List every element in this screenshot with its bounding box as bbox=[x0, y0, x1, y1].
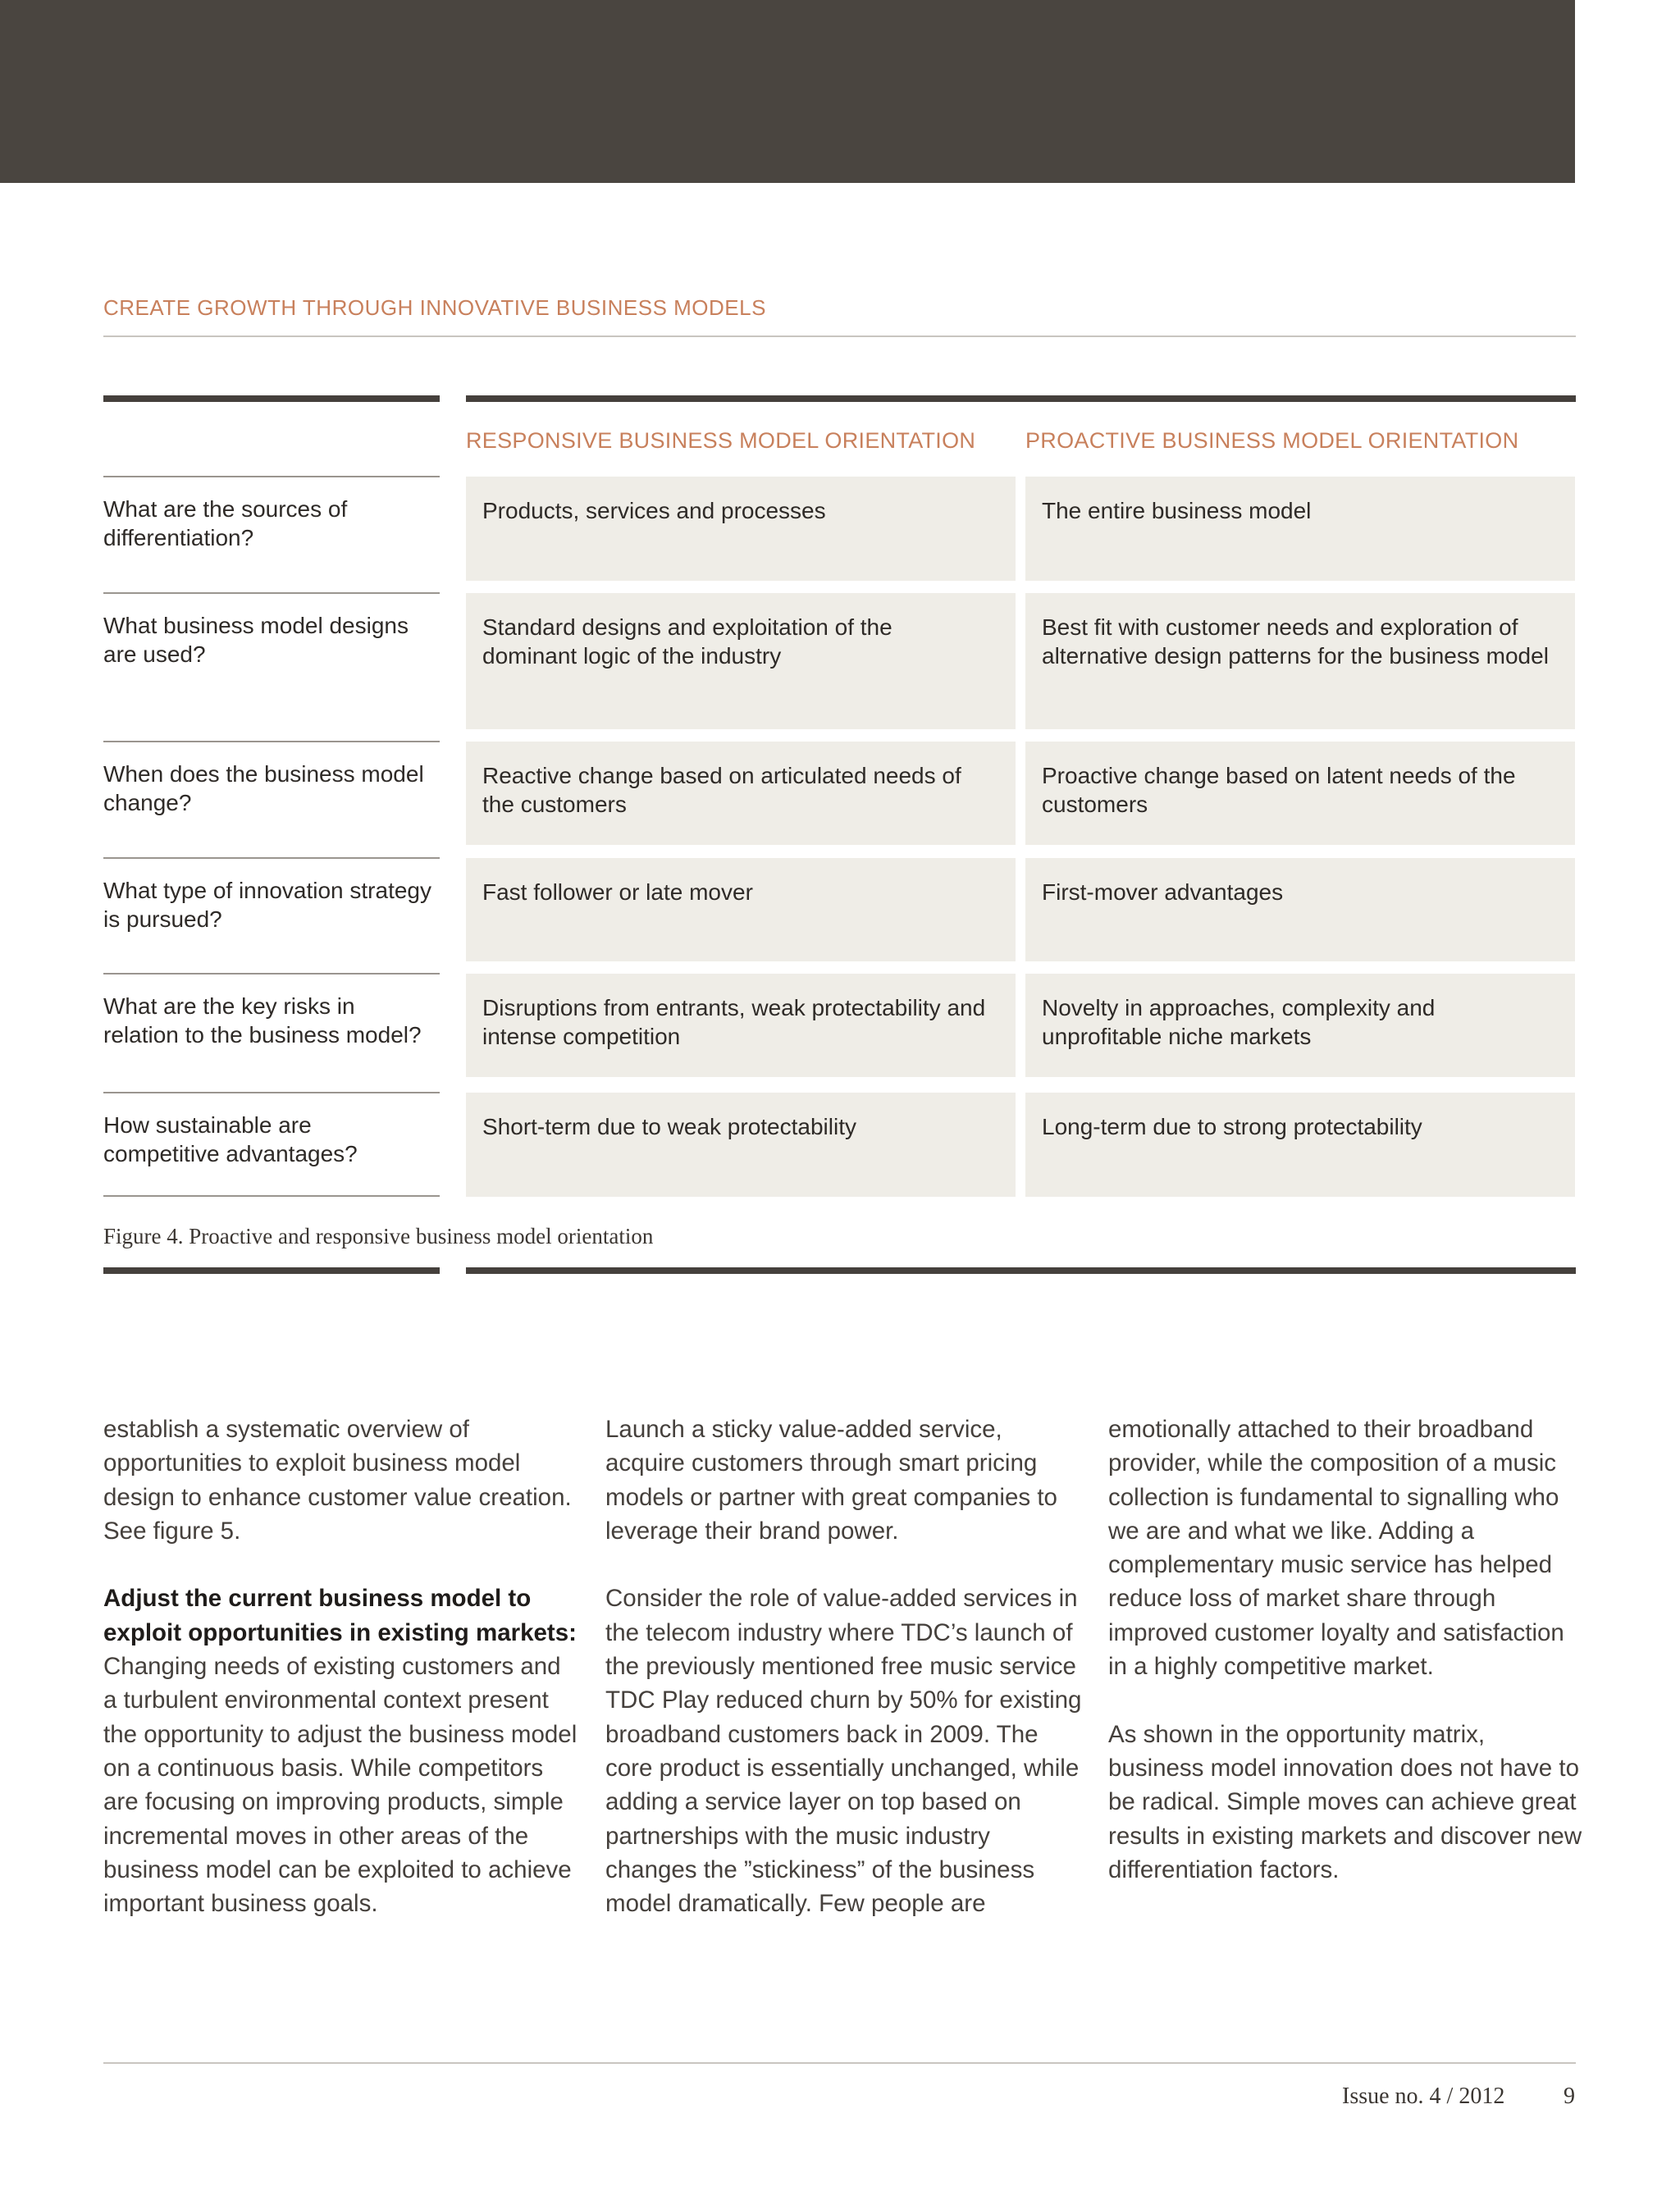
table-top-rule-right bbox=[466, 395, 1576, 402]
row-question: What type of innovation strategy is pursued? bbox=[103, 878, 431, 932]
cell-proactive bbox=[1025, 974, 1575, 1077]
row-question: What are the key risks in relation to the business model? bbox=[103, 993, 422, 1048]
cell-text: Standard designs and exploitation of the dominant logic of the industry bbox=[482, 614, 892, 669]
cell-text: Proactive change based on latent needs of the customers bbox=[1042, 763, 1516, 817]
paragraph: Launch a sticky value-added service, acquire customers through smart pricing models or partner with great companies to leverage their brand power. bbox=[605, 1416, 1057, 1545]
cell-proactive bbox=[1025, 593, 1575, 729]
body-column-2 bbox=[605, 1413, 1083, 1955]
row-question: What are the sources of differentiation? bbox=[103, 496, 348, 550]
cell-responsive bbox=[466, 593, 1016, 729]
body-column-1 bbox=[103, 1413, 581, 1955]
footer-divider bbox=[103, 2062, 1576, 2064]
paragraph-text: Changing needs of existing customers and a turbulent environmental context present the opportunity to adjust the business model on a continuous basis. While competitors are focusing on improving products, simple incremental moves in other areas of the business model can be exploited to achieve important business goals. bbox=[103, 1653, 578, 1918]
table-bottom-rule-right bbox=[466, 1267, 1576, 1274]
cell-text: Products, services and processes bbox=[482, 498, 826, 523]
table-bottom-rule-left bbox=[103, 1267, 440, 1274]
issue-label: Issue no. 4 / 2012 bbox=[1342, 2084, 1505, 2109]
cell-responsive bbox=[466, 858, 1016, 961]
cell-proactive bbox=[1025, 742, 1575, 845]
paragraph-heading: Adjust the current business model to exploit opportunities in existing markets: bbox=[103, 1585, 577, 1646]
body-column-3 bbox=[1108, 1413, 1586, 1920]
section-divider bbox=[103, 335, 1576, 337]
cell-responsive bbox=[466, 974, 1016, 1077]
cell-text: First-mover advantages bbox=[1042, 879, 1284, 905]
cell-text: Disruptions from entrants, weak protectability and intense competition bbox=[482, 995, 986, 1049]
cell-proactive bbox=[1025, 477, 1575, 581]
header-band bbox=[0, 0, 1575, 183]
section-title: CREATE GROWTH THROUGH INNOVATIVE BUSINESS MODELS bbox=[103, 295, 766, 320]
row-divider bbox=[103, 1195, 440, 1197]
cell-text: Short-term due to weak protectability bbox=[482, 1114, 856, 1139]
cell-responsive bbox=[466, 742, 1016, 845]
row-divider bbox=[103, 857, 440, 859]
column-header-proactive: PROACTIVE BUSINESS MODEL ORIENTATION bbox=[1025, 428, 1519, 453]
cell-responsive bbox=[466, 477, 1016, 581]
cell-proactive bbox=[1025, 858, 1575, 961]
row-divider bbox=[103, 973, 440, 974]
row-divider bbox=[103, 476, 440, 477]
row-divider bbox=[103, 741, 440, 742]
page-number: 9 bbox=[1564, 2084, 1575, 2109]
cell-text: The entire business model bbox=[1042, 498, 1312, 523]
row-question: What business model designs are used? bbox=[103, 613, 409, 667]
paragraph bbox=[103, 1582, 581, 1920]
table-top-rule-left bbox=[103, 395, 440, 402]
row-divider bbox=[103, 592, 440, 594]
cell-text: Fast follower or late mover bbox=[482, 879, 753, 905]
cell-text: Long-term due to strong protectability bbox=[1042, 1114, 1422, 1139]
row-question: When does the business model change? bbox=[103, 761, 424, 815]
cell-text: Best fit with customer needs and exploration of alternative design patterns for the business model bbox=[1042, 614, 1549, 669]
column-header-responsive: RESPONSIVE BUSINESS MODEL ORIENTATION bbox=[466, 428, 976, 453]
cell-responsive bbox=[466, 1093, 1016, 1197]
paragraph: Consider the role of value-added services in the telecom industry where TDC’s launch of the previously mentioned free music service TDC Play reduced churn by 50% for existing broadband customers back in 2009. The core product is essentially unchanged, while adding a service layer on top based on partnerships with the music industry changes the ”stickiness” of the business model dramatically. Few people are bbox=[605, 1585, 1082, 1918]
paragraph: emotionally attached to their broadband provider, while the composition of a music collection is fundamental to signalling who we are and what we like. Adding a complementary music service has helped reduce loss of market share through improved customer loyalty and satisfaction in a highly competitive market. bbox=[1108, 1416, 1564, 1681]
figure-caption: Figure 4. Proactive and responsive business model orientation bbox=[103, 1224, 654, 1248]
paragraph: establish a systematic overview of opportunities to exploit business model design to enhance customer value creation. See figure 5. bbox=[103, 1416, 572, 1545]
cell-text: Reactive change based on articulated needs of the customers bbox=[482, 763, 961, 817]
cell-proactive bbox=[1025, 1093, 1575, 1197]
row-question: How sustainable are competitive advantages? bbox=[103, 1112, 358, 1166]
paragraph: As shown in the opportunity matrix, business model innovation does not have to be radical. Simple moves can achieve great results in existing markets and discover new differentiation factors. bbox=[1108, 1720, 1582, 1883]
cell-text: Novelty in approaches, complexity and unprofitable niche markets bbox=[1042, 995, 1436, 1049]
row-divider bbox=[103, 1092, 440, 1093]
